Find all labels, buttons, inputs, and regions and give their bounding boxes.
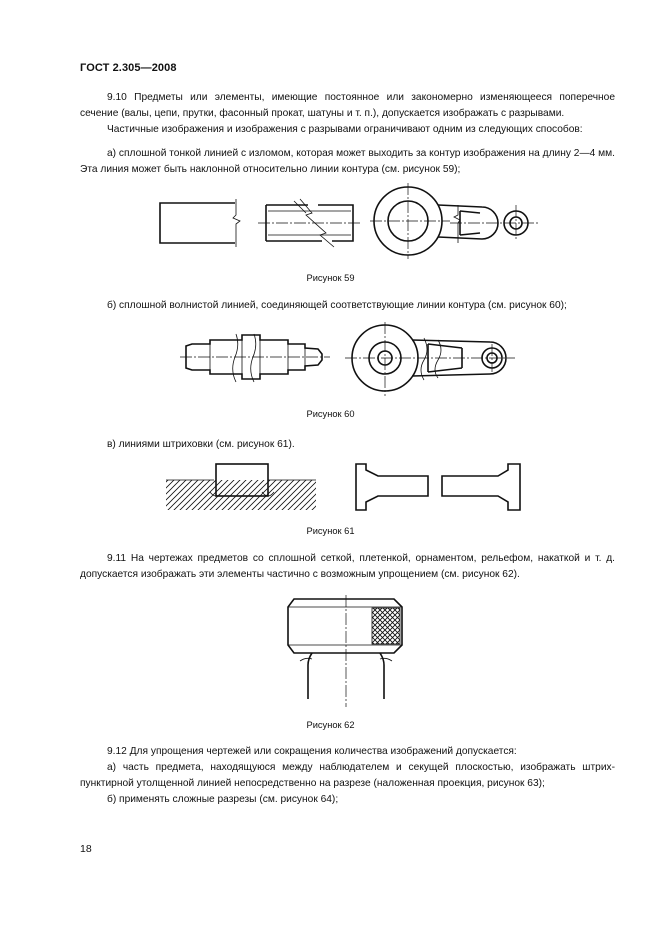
figure-59-drawing <box>150 183 550 263</box>
fig62-knurled-handle <box>288 595 402 707</box>
paragraph-item-v: в) линиями штриховки (см. рисунок 61). <box>107 439 295 450</box>
fig61-key-in-hatched-body <box>166 464 316 510</box>
paragraph-9-12-b: б) применять сложные разрезы (см. рисунок 64); <box>107 794 339 805</box>
fig61-hatched-section-rod <box>356 464 520 510</box>
figure-60-drawing <box>180 320 520 400</box>
document-header: ГОСТ 2.305—2008 <box>80 62 177 74</box>
paragraph-9-11: 9.11 На чертежах предметов со сплошной сеткой, плетенкой, орнаментом, рельефом, накаткой и т. д. допускается изображать эти элементы частично с возможным упрощением (см. рисунок 62). <box>80 553 615 580</box>
paragraph-item-b: б) сплошной волнистой линией, соединяющей соответствующие линии контура (см. рисунок 60); <box>107 300 567 311</box>
figure-61-caption: Рисунок 61 <box>306 526 355 536</box>
fig60-stepped-shaft <box>180 334 330 382</box>
page-number: 18 <box>80 843 92 855</box>
figure-59-caption: Рисунок 59 <box>306 273 355 283</box>
figure-61-drawing <box>166 458 536 518</box>
paragraph-9-12: 9.12 Для упрощения чертежей или сокращения количества изображений допускается: <box>107 746 517 757</box>
fig59-shaft-with-slanted-break <box>258 199 360 247</box>
fig59-bar-with-break <box>160 199 240 247</box>
fig59-connecting-rod <box>370 183 540 259</box>
paragraph-9-10: 9.10 Предметы или элементы, имеющие постоянное или закономерно изменяющееся поперечное сечение (валы, цепи, прутки, фасонный прокат, шатуны и т. п.), допускается изображать с разрывами. <box>80 92 615 119</box>
fig60-connecting-rod <box>345 322 515 396</box>
figure-62-caption: Рисунок 62 <box>306 720 355 730</box>
figure-60-caption: Рисунок 60 <box>306 409 355 419</box>
paragraph-partial-views: Частичные изображения и изображения с разрывами ограничивают одним из следующих способов: <box>107 124 583 135</box>
figure-62-drawing <box>280 595 420 710</box>
paragraph-9-12-a: а) часть предмета, находящуюся между наблюдателем и секущей плоскостью, изображать штрих-пунктирной утолщенной линией непосредственно на разрезе (наложенная проекция, рисунок 63); <box>80 762 615 789</box>
paragraph-item-a: а) сплошной тонкой линией с изломом, которая может выходить за контур изображения на длину 2—4 мм. Эта линия может быть наклонной относительно линии контура (см. рисунок 59); <box>80 148 615 175</box>
